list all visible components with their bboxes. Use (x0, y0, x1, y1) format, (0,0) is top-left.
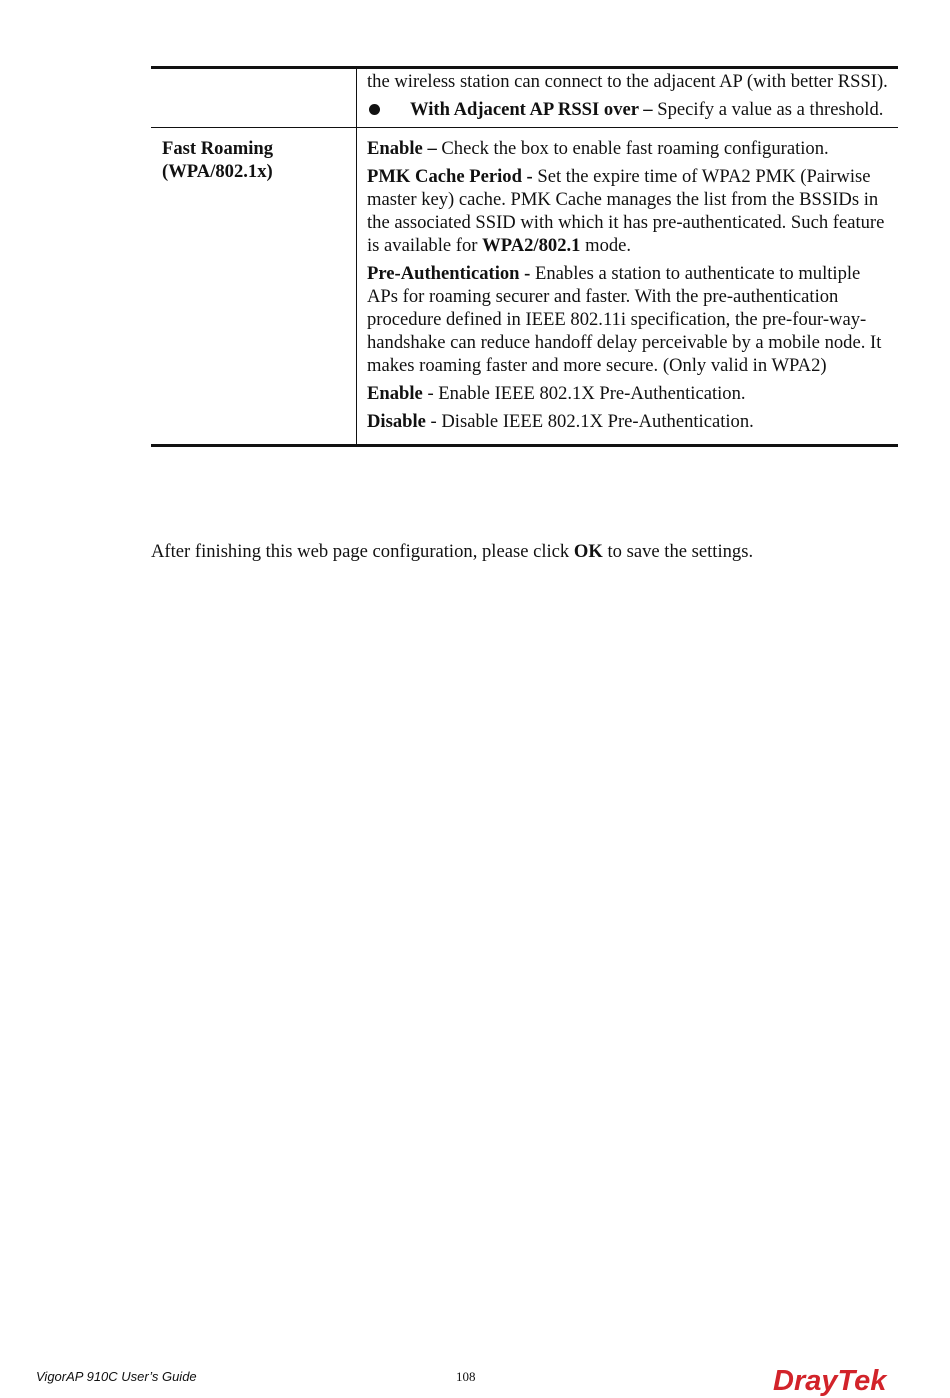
table-cell-label (151, 128, 357, 446)
description-text: the wireless station can connect to the adjacent AP (with better RSSI). (367, 71, 888, 92)
table-cell-description (357, 128, 899, 446)
row-label-line: Fast Roaming (162, 138, 274, 159)
term: Enable – (367, 138, 437, 159)
closing-text: After finishing this web page configuration, please click (151, 541, 574, 562)
table-cell-label (151, 68, 357, 128)
bullet-term: With Adjacent AP RSSI over – (410, 99, 653, 120)
table-cell-description (357, 68, 899, 128)
pmk-paragraph (367, 165, 890, 257)
settings-table (151, 66, 898, 447)
table-row (151, 128, 898, 446)
term-text: Enables a station to authenticate to multiple APs for roaming securer and faster. With the pre-authentication procedure defined in IEEE 802.11i specification, the pre-four-way-handshake can reduce handoff delay perceivable by a mobile node. It makes roaming faster and more secure. (Only valid in WPA2) (367, 263, 882, 376)
bullet-text: Specify a value as a threshold. (652, 99, 884, 120)
disable-preauth-paragraph (367, 410, 890, 439)
row-label (151, 128, 356, 183)
row-label-line: (WPA/802.1x) (162, 161, 273, 182)
row-label (151, 69, 356, 78)
page-number: 108 (456, 1369, 476, 1384)
ok-term: OK (573, 541, 603, 562)
mode-term: WPA2/802.1 (482, 235, 581, 256)
term-text: Set the expire time of WPA2 PMK (Pairwise master key) cache. PMK Cache manages the list from the BSSIDs in the associated SSID with which it has pre-authenticated. Such feature is available for (367, 166, 885, 256)
closing-paragraph (151, 540, 911, 563)
svg-text:DrayTek: DrayTek (773, 1365, 887, 1397)
table-row (151, 68, 898, 128)
footer-guide-title: VigorAP 910C User’s Guide (36, 1369, 197, 1384)
draytek-logo (771, 1363, 901, 1397)
preauth-paragraph (367, 262, 890, 377)
term: Disable (367, 411, 426, 432)
term-text: Check the box to enable fast roaming configuration. (436, 138, 829, 159)
enable-paragraph (367, 128, 890, 160)
term: Enable (367, 383, 423, 404)
bullet-item (367, 98, 890, 127)
term: Pre-Authentication - (367, 263, 531, 284)
term-text: - Disable IEEE 802.1X Pre-Authentication. (425, 411, 754, 432)
bullet-dot-icon (369, 104, 380, 115)
term-text: - Enable IEEE 802.1X Pre-Authentication. (422, 383, 746, 404)
enable-preauth-paragraph (367, 382, 890, 405)
term-text: mode. (580, 235, 632, 256)
term: PMK Cache Period - (367, 166, 533, 187)
closing-text: to save the settings. (602, 541, 754, 562)
